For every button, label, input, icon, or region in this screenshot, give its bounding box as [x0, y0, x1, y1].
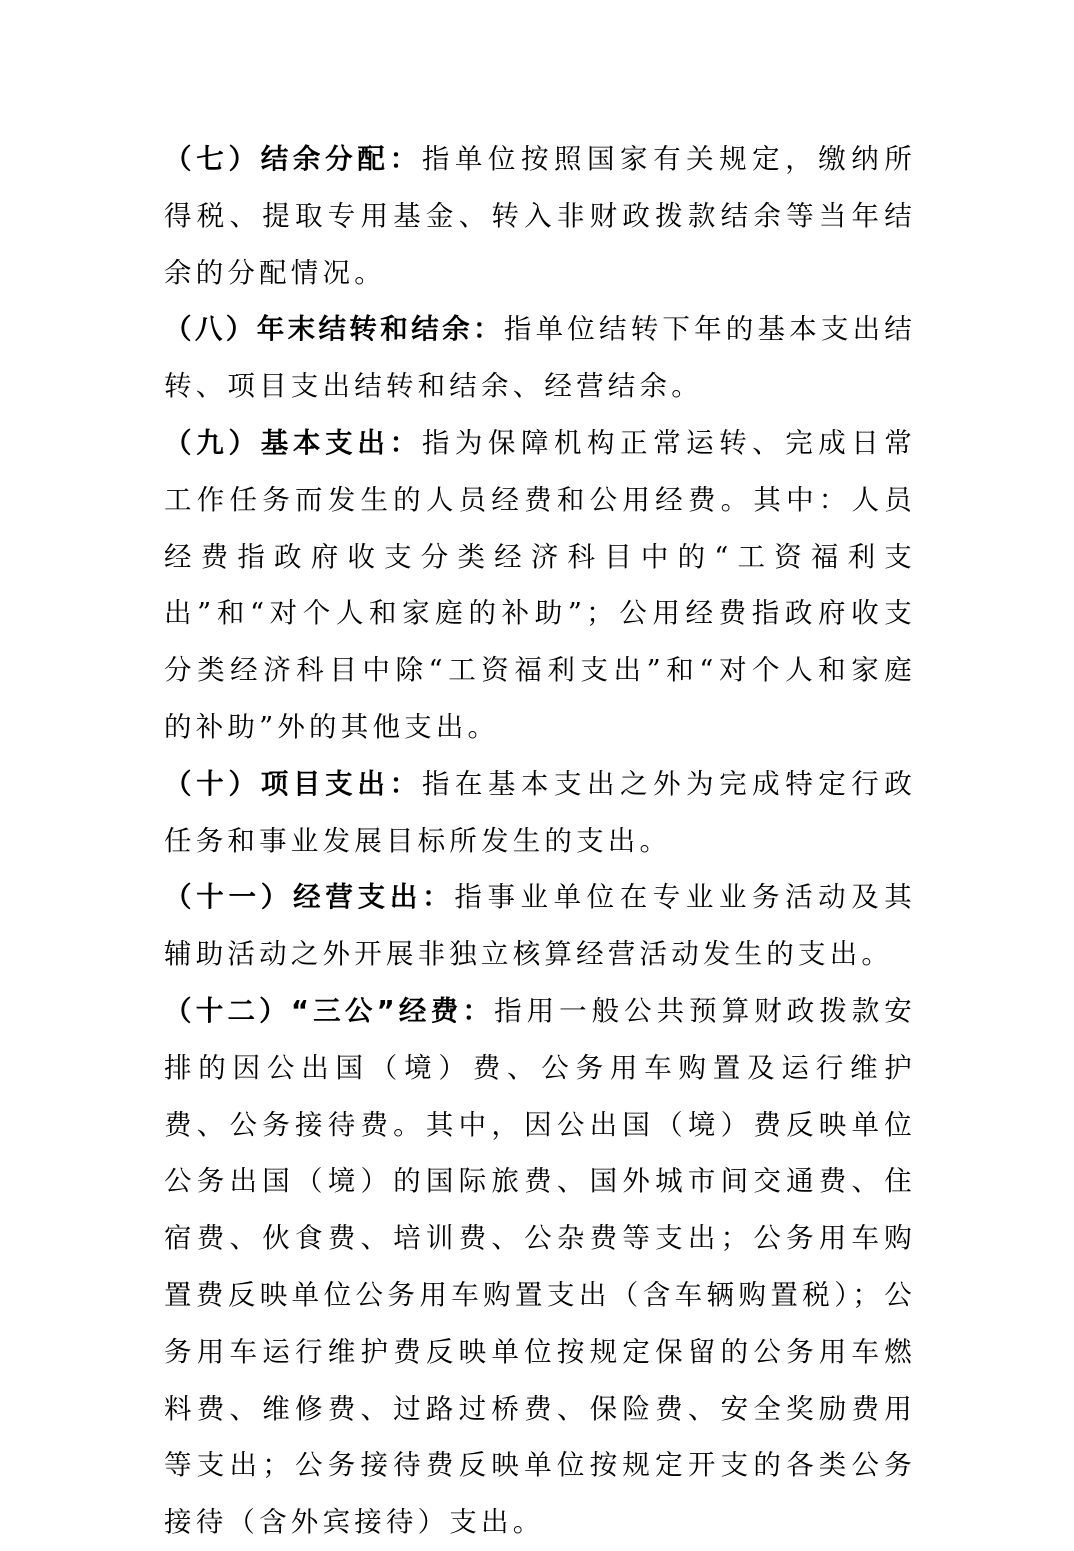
term-heading: （八）年末结转和结余： [164, 313, 504, 346]
paragraph-section-9 [164, 415, 916, 756]
term-definition: 指事业单位在专业业务活动及其辅助活动之外开展非独立核算经营活动发生的支出。 [164, 881, 916, 971]
term-definition: 指为保障机构正常运转、完成日常工作任务而发生的人员经费和公用经费。其中：人员经费指政府收支分类经济科目中的“工资福利支出”和“对个人和家庭的补助”；公用经费指政府收支分类经济科目中除“工资福利支出”和“对个人和家庭的补助”外的其他支出。 [164, 426, 917, 743]
term-definition: 指在基本支出之外为完成特定行政任务和事业发展目标所发生的支出。 [164, 767, 917, 857]
term-definition: 指单位按照国家有关规定，缴纳所得税、提取专用基金、转入非财政拨款结余等当年结余的分配情况。 [164, 143, 917, 289]
paragraph-section-11 [164, 869, 916, 983]
term-heading: （七）结余分配： [164, 143, 422, 175]
term-heading: （十）项目支出： [164, 767, 422, 800]
term-heading: （十二）“三公”经费： [164, 994, 495, 1027]
paragraph-section-8 [164, 301, 916, 415]
term-definition: 指单位结转下年的基本支出结转、项目支出结转和结余、经营结余。 [164, 313, 917, 403]
term-heading: （九）基本支出： [164, 426, 422, 459]
paragraph-section-7 [164, 131, 916, 301]
document-body [164, 131, 916, 1551]
term-heading: （十一）经营支出： [164, 881, 455, 914]
paragraph-section-12 [164, 983, 916, 1551]
paragraph-section-10 [164, 756, 916, 870]
term-definition: 指用一般公共预算财政拨款安排的因公出国（境）费、公务用车购置及运行维护费、公务接待费。其中，因公出国（境）费反映单位公务出国（境）的国际旅费、国外城市间交通费、住宿费、伙食费、培训费、公杂费等支出；公务用车购置费反映单位公务用车购置支出（含车辆购置税）；公务用车运行维护费反映单位按规定保留的公务用车燃料费、维修费、过路过桥费、保险费、安全奖励费用等支出；公务接待费反映单位按规定开支的各类公务接待（含外宾接待）支出。 [164, 994, 916, 1539]
